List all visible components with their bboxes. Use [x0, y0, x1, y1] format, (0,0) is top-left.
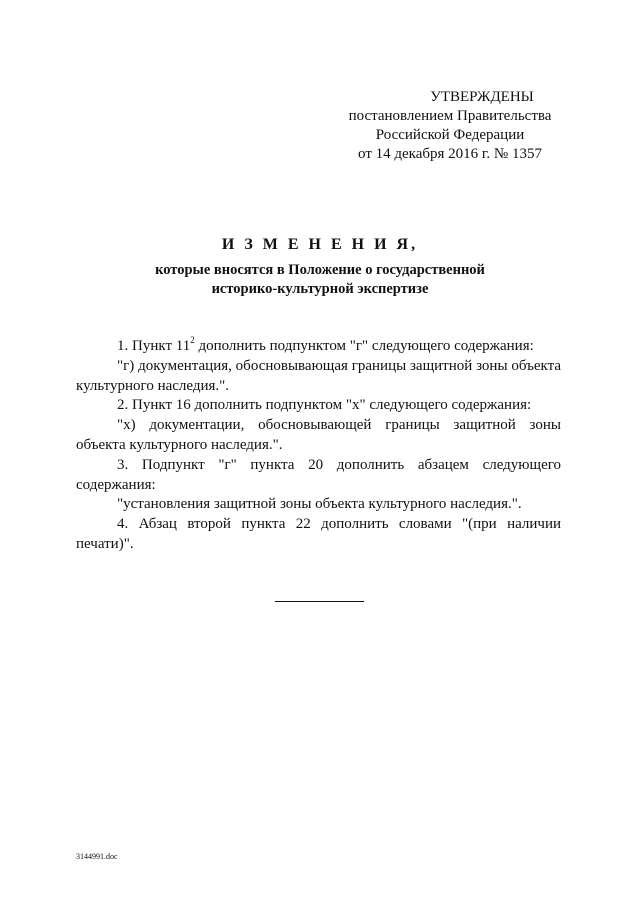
- approval-block: [340, 88, 560, 164]
- document-subtitle: [100, 261, 540, 299]
- subtitle-line-1: которые вносятся в Положение о государственной: [155, 262, 485, 278]
- subtitle-line-2: историко-культурной экспертизе: [211, 281, 429, 297]
- approval-line-3: от 14 декабря 2016 г. № 1357: [358, 146, 542, 162]
- item-1-start: 1. Пункт 11: [117, 338, 191, 354]
- item-1-superscript: 2: [190, 335, 195, 345]
- approval-line-1: постановлением Правительства: [348, 108, 552, 124]
- document-title: И З М Е Н Е Н И Я,: [221, 236, 419, 253]
- approval-title: УТВЕРЖДЕНЫ: [430, 89, 534, 105]
- approval-line-2: Российской Федерации: [375, 127, 525, 143]
- end-divider: [275, 601, 364, 602]
- item-2: 2. Пункт 16 дополнить подпунктом "х" следующего содержания:: [117, 397, 532, 414]
- file-name: 3144991.doc: [76, 852, 118, 861]
- item-3-content: "установления защитной зоны объекта культурного наследия.".: [117, 496, 522, 513]
- changes-list: [76, 337, 561, 555]
- item-3: 3. Подпункт "г" пункта 20 дополнить абзацем следующего содержания:: [76, 456, 561, 493]
- item-1-content: "г) документация, обосновывающая границы защитной зоны объекта культурного наследия.".: [76, 357, 561, 394]
- item-4: 4. Абзац второй пункта 22 дополнить словами "(при наличии печати)".: [76, 516, 561, 552]
- item-1: [76, 337, 561, 357]
- item-2-content: "х) документации, обосновывающей границы защитной зоны объекта культурного наследия.".: [76, 417, 561, 453]
- item-1-end: дополнить подпунктом "г" следующего содержания:: [194, 338, 534, 354]
